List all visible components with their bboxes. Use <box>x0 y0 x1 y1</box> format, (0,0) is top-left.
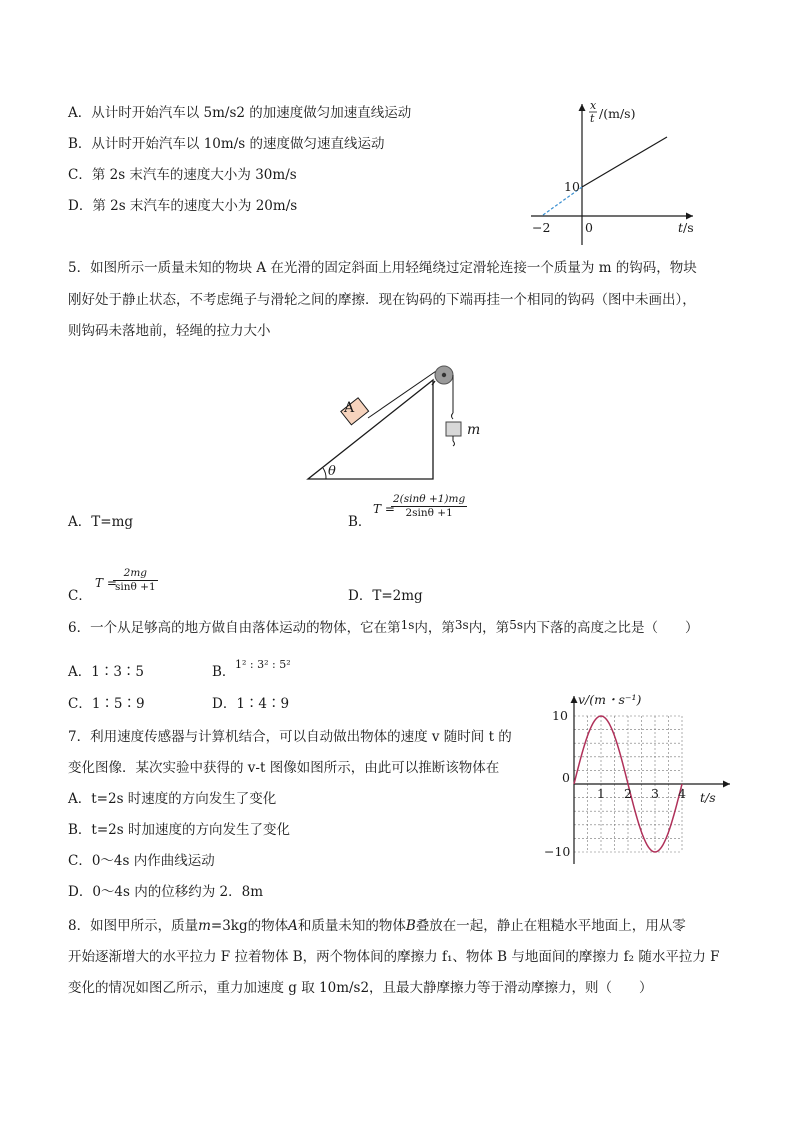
x-tick-label: 4 <box>678 786 686 801</box>
q6-option-a: A．1∶3∶5 <box>68 664 145 680</box>
q4-xlabel: t/s <box>678 220 694 235</box>
q5-option-b-fraction <box>391 493 467 520</box>
q5-block-label: A <box>344 400 355 416</box>
q4-ylabel-unit: /(m/s) <box>599 106 636 121</box>
q7-option-d: D．0～4s 内的位移约为 2．8m <box>68 884 263 900</box>
q4-xt-graph <box>525 98 700 248</box>
q8-line2: 开始逐渐增大的水平拉力 F 拉着物体 B，两个物体间的摩擦力 f₁、物体 B 与地面间的摩擦力 f₂ 随水平拉力 F <box>68 949 720 965</box>
q5-mass-label: m <box>467 422 481 438</box>
q6-t3: 3s <box>454 618 469 632</box>
q6-stem: 6．一个从足够高的地方做自由落体运动的物体，它在第1s内，第3s内，第5s内下落的高度之比是（ ） <box>68 618 699 636</box>
q6-option-b-prefix: B． <box>212 664 236 680</box>
q6-t5: 5s <box>509 618 523 632</box>
q5-option-a: A．T=mg <box>68 514 134 530</box>
q5-option-b-lhs: T = <box>373 502 395 516</box>
q4-xneg-label: −2 <box>532 220 551 235</box>
q7-stem-line1: 7．利用速度传感器与计算机结合，可以自动做出物体的速度 v 随时间 t 的 <box>68 729 512 745</box>
x-tick-label: 3 <box>651 786 659 801</box>
q4-origin-label: 0 <box>585 220 593 235</box>
q7-xlabel: t/s <box>700 790 716 805</box>
q5-angle-label: θ <box>328 464 336 479</box>
hook-weight-icon <box>446 422 461 436</box>
q5-option-c-lhs: T = <box>95 576 117 590</box>
q6-option-d: D．1∶4∶9 <box>212 696 290 712</box>
q4-intercept-label: 10 <box>564 179 580 194</box>
q5-option-c-numerator: 2mg <box>113 567 158 581</box>
q4-data-line <box>582 137 667 187</box>
q4-option-b: B．从计时开始汽车以 10m/s 的速度做匀速直线运动 <box>68 136 385 152</box>
q7-stem-line2: 变化图像．某次实验中获得的 v-t 图像如图所示，由此可以推断该物体在 <box>68 760 500 776</box>
q6-option-b-expr: 1² : 3² : 5² <box>235 658 291 671</box>
q5-incline-figure <box>300 355 500 485</box>
q4-option-a: A．从计时开始汽车以 5m/s2 的加速度做匀加速直线运动 <box>68 105 412 121</box>
q4-ylabel-num: x <box>590 99 597 112</box>
q5-option-c-denominator: sinθ +1 <box>115 581 156 593</box>
q7-option-c: C．0～4s 内作曲线运动 <box>68 853 215 869</box>
q5-option-c-prefix: C． <box>68 588 92 604</box>
q4-option-c: C．第 2s 末汽车的速度大小为 30m/s <box>68 167 297 183</box>
q7-vt-chart <box>540 688 740 868</box>
q4-ylabel-den: t <box>590 112 595 125</box>
x-tick-label: 0 <box>562 770 570 785</box>
q5-option-c-fraction <box>113 567 158 594</box>
q5-option-b-numerator: 2(sinθ +1)mg <box>393 493 466 505</box>
q7-ylabel: v/(m・s⁻¹) <box>578 692 642 707</box>
q8-line1: 8．如图甲所示，质量m=3kg的物体A和质量未知的物体B叠放在一起，静止在粗糙水平地面上，用从零 <box>68 918 686 934</box>
q6-t1: 1s <box>400 618 415 632</box>
rope-incline <box>368 367 442 418</box>
q4-option-d: D．第 2s 末汽车的速度大小为 20m/s <box>68 198 298 214</box>
q7-option-b: B．t=2s 时加速度的方向发生了变化 <box>68 822 290 838</box>
q5-option-b-prefix: B． <box>348 514 372 530</box>
q8-line3: 变化的情况如图乙所示，重力加速度 g 取 10m/s2，且最大静摩擦力等于滑动摩擦力，则（ ） <box>68 980 653 996</box>
q5-option-b-denominator: 2sinθ +1 <box>405 507 453 519</box>
x-tick-label: 1 <box>597 786 605 801</box>
incline <box>308 380 433 479</box>
q5-stem-line3: 则钩码未落地前，轻绳的拉力大小 <box>68 323 271 339</box>
q5-stem-line1: 5．如图所示一质量未知的物块 A 在光滑的固定斜面上用轻绳绕过定滑轮连接一个质量为 m 的钩码，物块 <box>68 260 697 276</box>
q6-option-c: C．1∶5∶9 <box>68 696 145 712</box>
x-tick-label: 2 <box>624 786 632 801</box>
y-tick-label: 10 <box>552 708 568 723</box>
q5-option-d: D．T=2mg <box>348 588 423 604</box>
q7-option-a: A．t=2s 时速度的方向发生了变化 <box>68 791 277 807</box>
y-tick-label: −10 <box>544 844 571 859</box>
q5-stem-line2: 刚好处于静止状态，不考虑绳子与滑轮之间的摩擦．现在钩码的下端再挂一个相同的钩码（图中未画出）， <box>68 292 696 308</box>
